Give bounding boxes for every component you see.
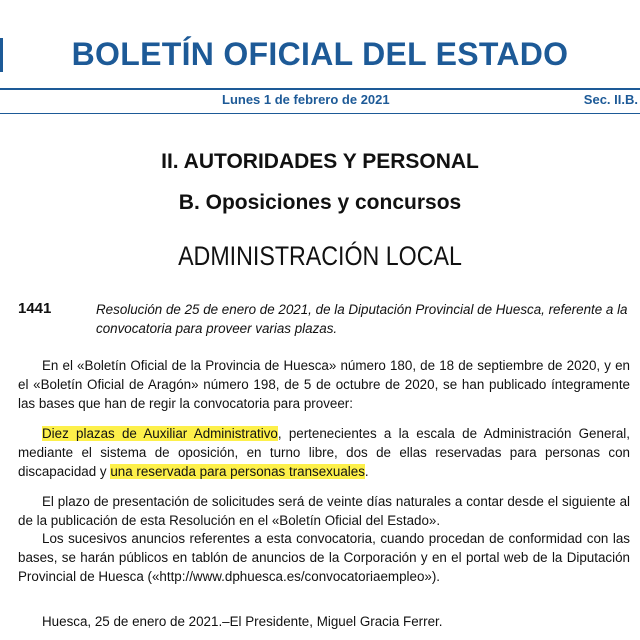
subheader: [0, 92, 640, 110]
section-code: Sec. II.B.: [583, 92, 638, 107]
positions-details: , pertenecientes a la escala de Administración General, mediante el sistema de oposición, en turno libre, dos de ellas reservadas para personas con discapacidad y: [18, 426, 630, 479]
resolution-summary: Resolución de 25 de enero de 2021, de la Diputación Provincial de Huesca, referente a la convocatoria para proveer varias plazas.: [96, 302, 628, 336]
publication-date: Lunes 1 de febrero de 2021: [222, 92, 390, 107]
paragraph-deadline: El plazo de presentación de solicitudes será de veinte días naturales a contar desde el siguiente al de la publicación de esta Resolución en el «Boletín Oficial del Estado».: [18, 494, 630, 528]
administration-title: ADMINISTRACIÓN LOCAL: [178, 241, 462, 271]
resolution-number: 1441: [18, 300, 52, 317]
masthead-title: BOLETÍN OFICIAL DEL ESTADO: [71, 36, 569, 72]
paragraph-announcements: Los sucesivos anuncios referentes a esta convocatoria, cuando procedan de conformidad con las bases, se harán públicos en tablón de anuncios de la Corporación y en el portal web de la Diputación Provincial de Huesca («http://www.dphuesca.es/convocatoriaempleo»).: [18, 531, 630, 584]
header-rule-top: [0, 88, 640, 90]
positions-end: .: [364, 464, 369, 479]
paragraph-positions: [18, 424, 630, 481]
subsection-title: B. Oposiciones y concursos: [178, 191, 462, 214]
section-title: II. AUTORIDADES Y PERSONAL: [161, 150, 479, 173]
paragraph-publication: En el «Boletín Oficial de la Provincia de Huesca» número 180, de 18 de septiembre de 2020, y en el «Boletín Oficial de Aragón» número 198, de 5 de octubre de 2020, se han publicado íntegramente las bases que han de regir la convocatoria para proveer:: [18, 358, 630, 411]
highlighted-reserved: una reservada para personas transexuales: [110, 464, 365, 479]
highlighted-positions: Diez plazas de Auxiliar Administrativo: [42, 426, 278, 441]
signature-line: Huesca, 25 de enero de 2021.–El Presidente, Miguel Gracia Ferrer.: [42, 614, 443, 629]
header-rule-bottom: [0, 113, 640, 114]
